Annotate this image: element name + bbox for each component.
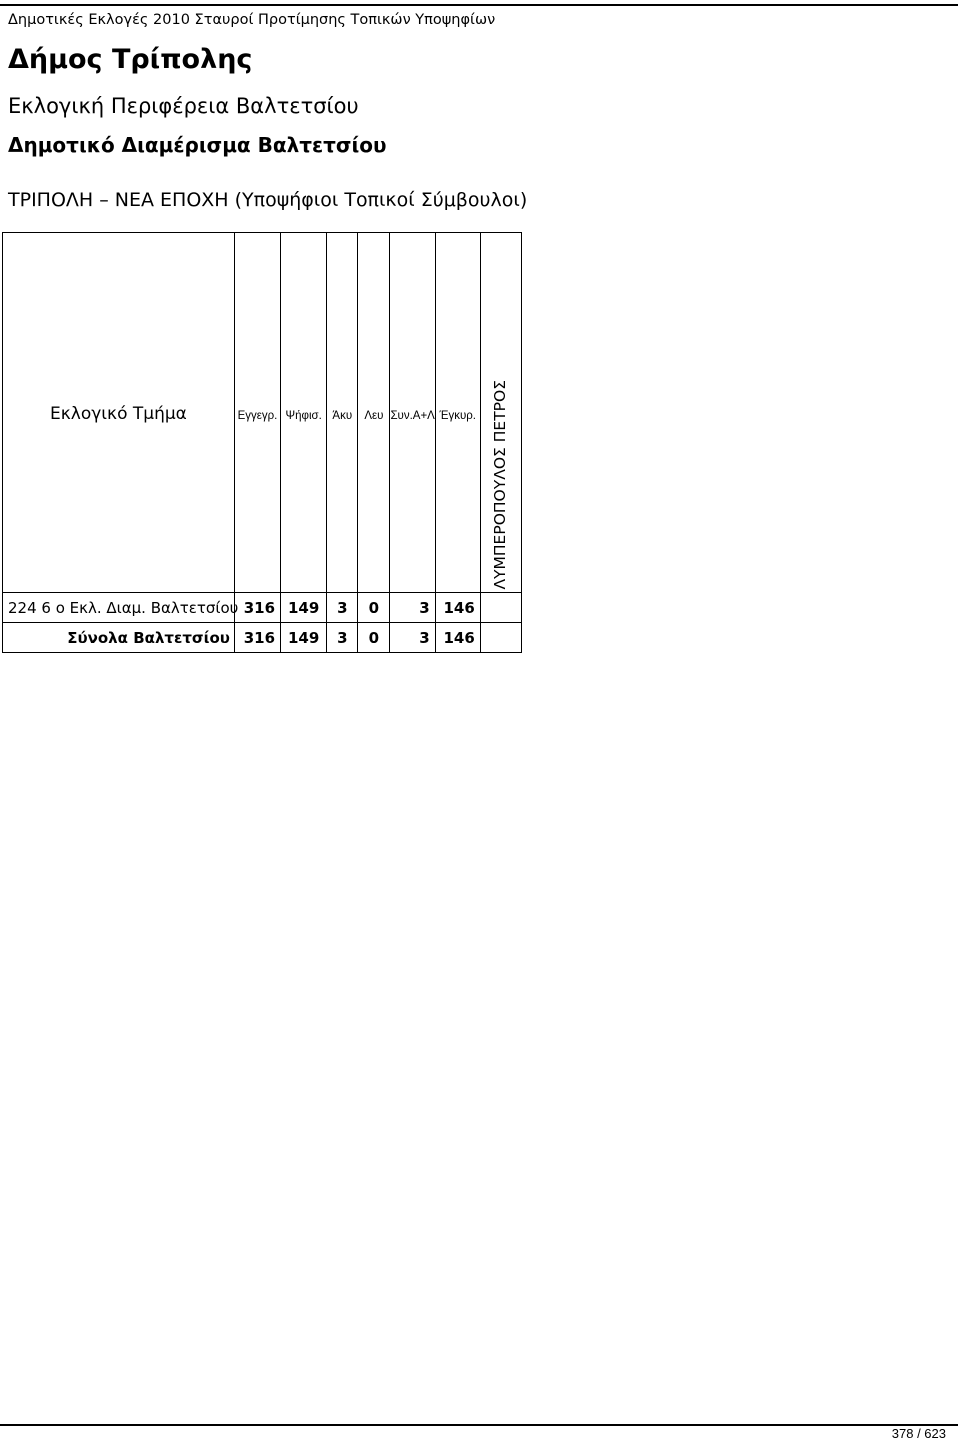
party-heading: ΤΡΙΠΟΛΗ – ΝΕΑ ΕΠΟΧΗ (Υποψήφιοι Τοπικοί Σύμβουλοι)	[8, 189, 528, 211]
row-voted: 149	[281, 593, 327, 623]
header-voted: Ψήφισ.	[281, 233, 327, 593]
row-registered: 316	[234, 593, 280, 623]
header-invalid-blank-total: Συν.Α+Λ	[390, 233, 435, 593]
municipal-district-title: Δημοτικό Διαμέρισμα Βαλτετσίου	[8, 133, 387, 157]
row-blank: 0	[358, 593, 390, 623]
bottom-rule	[0, 1424, 958, 1426]
running-header: Δημοτικές Εκλογές 2010 Σταυροί Προτίμησης Τοπικών Υποψηφίων	[8, 12, 496, 28]
municipality-title: Δήμος Τρίπολης	[8, 44, 253, 75]
header-row	[3, 233, 522, 593]
totals-voted: 149	[281, 623, 327, 653]
results-table	[2, 232, 522, 653]
header-section: Εκλογικό Τμήμα	[3, 233, 235, 593]
table-row	[3, 593, 522, 623]
totals-invalid: 3	[327, 623, 358, 653]
totals-registered: 316	[234, 623, 280, 653]
totals-row	[3, 623, 522, 653]
top-rule	[0, 4, 958, 6]
totals-candidate-votes	[480, 623, 521, 653]
candidate-name: ΛΥΜΠΕΡΟΠΟΥΛΟΣ ΠΕΤΡΟΣ	[490, 380, 509, 590]
header-invalid: Άκυ	[327, 233, 358, 593]
row-valid: 146	[435, 593, 480, 623]
header-valid: Έγκυρ.	[435, 233, 480, 593]
row-section-label: 224 6 ο Εκλ. Διαμ. Βαλτετσίου	[3, 593, 235, 623]
totals-label: Σύνολα Βαλτετσίου	[3, 623, 235, 653]
totals-invalid-blank-total: 3	[390, 623, 435, 653]
electoral-region-title: Εκλογική Περιφέρεια Βαλτετσίου	[8, 94, 359, 118]
header-candidate	[480, 233, 521, 593]
totals-valid: 146	[435, 623, 480, 653]
header-blank: Λευ	[358, 233, 390, 593]
totals-blank: 0	[358, 623, 390, 653]
row-candidate-votes	[480, 593, 521, 623]
header-registered: Εγγεγρ.	[234, 233, 280, 593]
page-number: 378 / 623	[891, 1426, 946, 1441]
row-invalid: 3	[327, 593, 358, 623]
row-invalid-blank-total: 3	[390, 593, 435, 623]
